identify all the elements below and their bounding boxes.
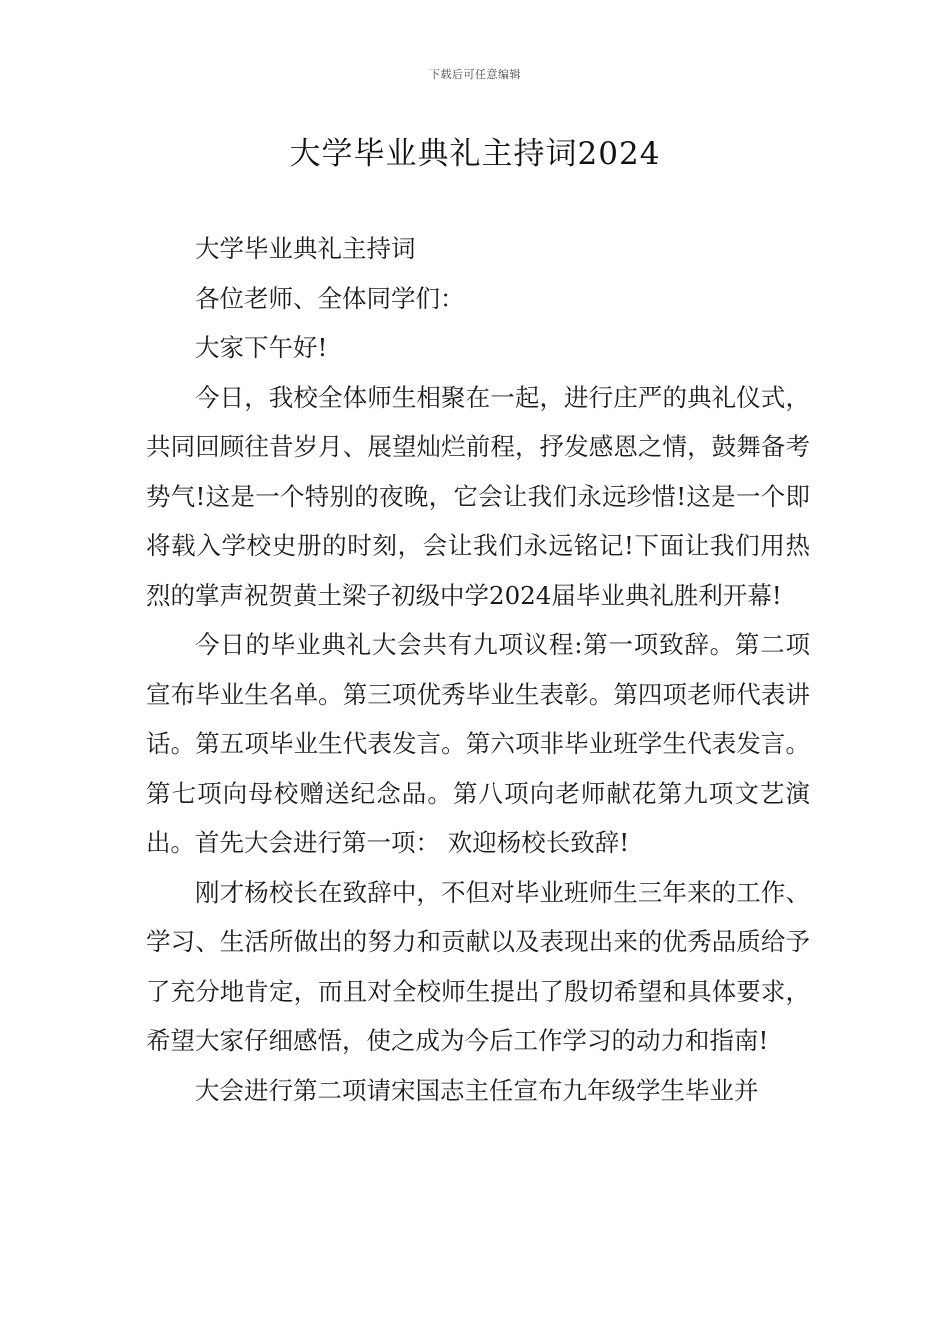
header-note: 下载后可任意编辑 xyxy=(429,68,521,81)
document-body xyxy=(146,224,810,1115)
paragraph-salutation: 各位老师、全体同学们： xyxy=(195,283,465,313)
paragraph-subtitle: 大学毕业典礼主持词 xyxy=(195,234,416,263)
paragraph-greeting: 大家下午好! xyxy=(195,333,328,362)
paragraph-second-item: 大会进行第二项请宋国志主任宣布九年级学生毕业并 xyxy=(195,1075,759,1105)
paragraph-principal-remarks: 刚才杨校长在致辞中，不但对毕业班师生三年来的工作、学习、生活所做出的努力和贡献以及表现出来的优秀品质给予了充分地肯定，而且对全校师生提出了殷切希望和具体要求，希望大家仔细感悟，使之成为今后工作学习的动力和指南! xyxy=(146,877,810,1055)
paragraph-agenda: 今日的毕业典礼大会共有九项议程:第一项致辞。第二项宣布毕业生名单。第三项优秀毕业生表彰。第四项老师代表讲话。第五项毕业生代表发言。第六项非毕业班学生代表发言。第七项向母校赠送纪念品。第八项向老师献花第九项文艺演出。首先大会进行第一项： 欢迎杨校长致辞! xyxy=(146,630,810,857)
paragraph-opening: 今日，我校全体师生相聚在一起，进行庄严的典礼仪式，共同回顾往昔岁月、展望灿烂前程，抒发感恩之情，鼓舞备考势气!这是一个特别的夜晚，它会让我们永远珍惜!这是一个即将载入学校史册的时刻，会让我们永远铭记!下面让我们用热烈的掌声祝贺黄土梁子初级中学2024届毕业典礼胜利开幕! xyxy=(146,382,810,610)
document-title: 大学毕业典礼主持词2024 xyxy=(289,136,661,172)
